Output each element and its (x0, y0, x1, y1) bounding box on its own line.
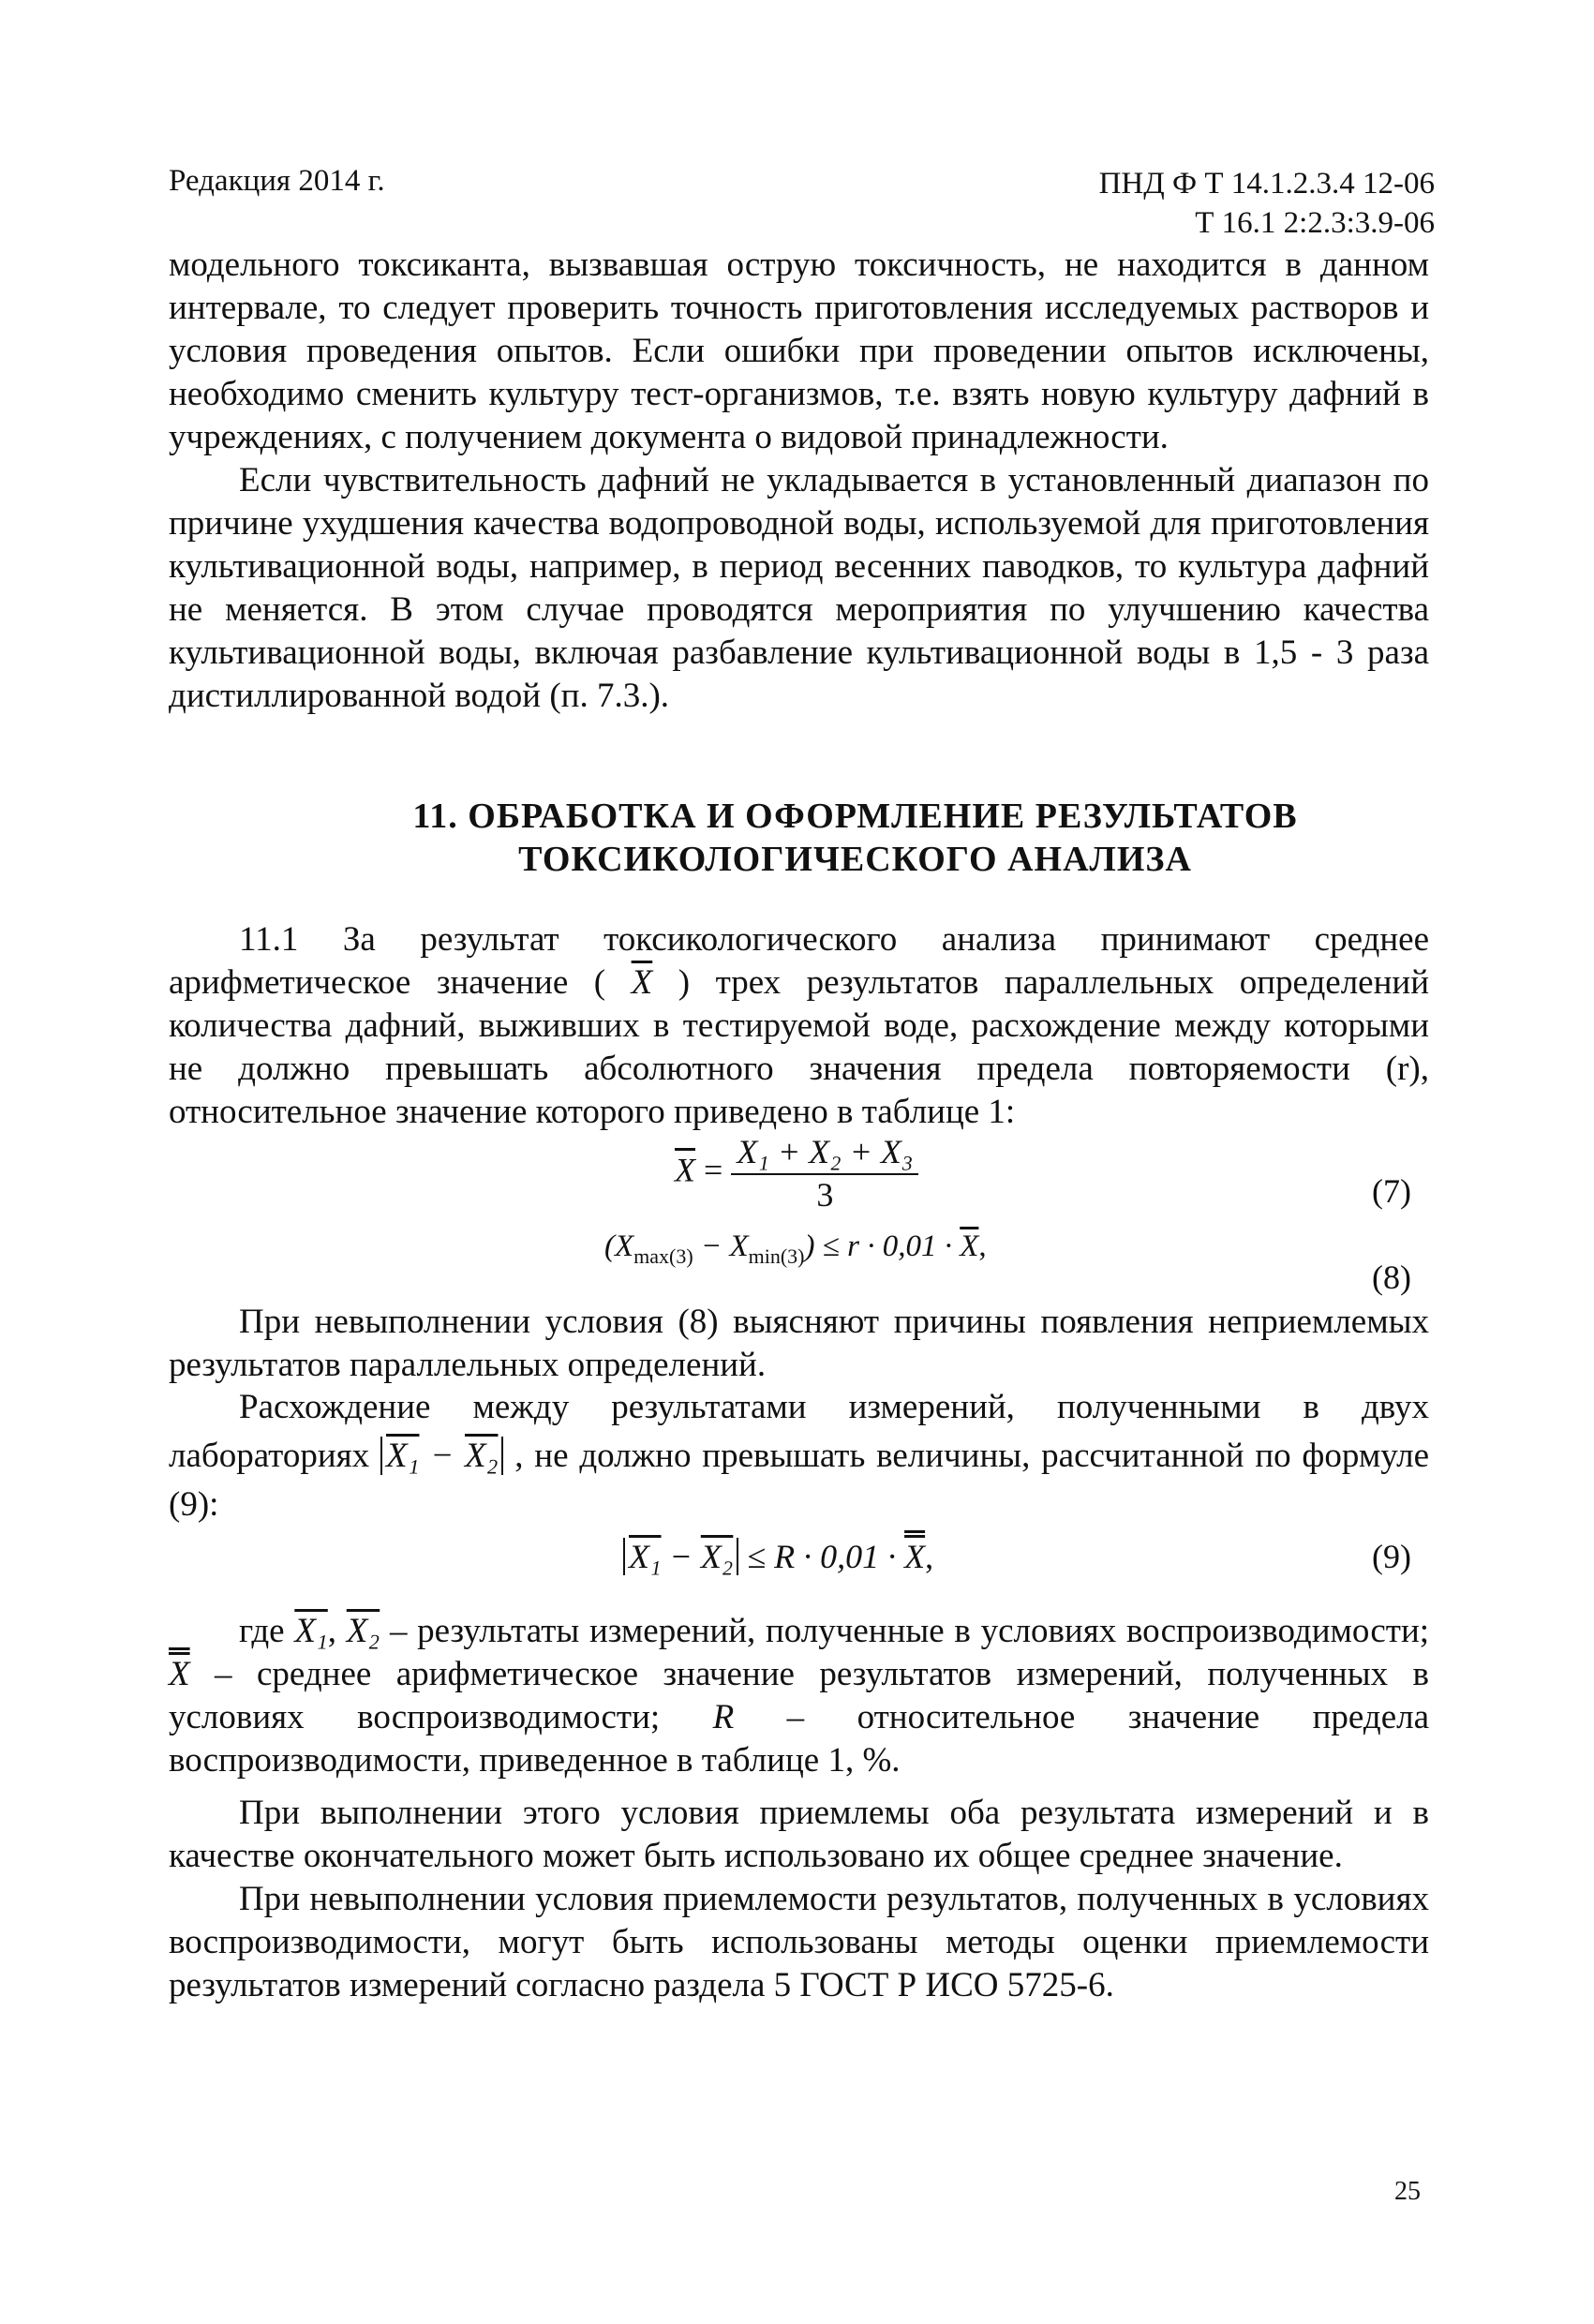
edition-header: Редакция 2014 г. (169, 164, 385, 198)
formula-7-numerator: X₁ + X₂ + X₃ (731, 1132, 918, 1175)
document-code-line2: Т 16.1 2:2.3:3.9-06 (1195, 206, 1435, 240)
formula-8-mean: $\overline{X}$ (960, 1229, 979, 1263)
document-code-header (1099, 164, 1435, 243)
formula-8-sub-min: min(3) (748, 1244, 805, 1268)
formula-8-sub-max: max(3) (633, 1244, 693, 1268)
p11-1-text-b: ) трех результатов параллельных определений количества дафний, выживших в тестируемой воде, расхождение между которыми не должно превышать абсолютного значения предела повторяемости (r), относительное значение которого приведено в таблице 1: (169, 963, 1430, 1131)
equation-number-9: (9) (1372, 1538, 1411, 1575)
formula-8: $(X_{max(3)} - X_{min(3)}) \le r \cdot 0,01 \cdot \overline{X}$, (604, 1229, 987, 1268)
page-number: 25 (1394, 2177, 1421, 2206)
equation-number-8: (8) (1372, 1259, 1411, 1296)
section-heading-line1: 11. ОБРАБОТКА И ОФОРМЛЕНИЕ РЕЗУЛЬТАТОВ (412, 797, 1298, 836)
formula-9-grand-mean: X (904, 1538, 926, 1575)
labs-text-a: Расхождение между результатами измерений, полученными в двух лабораториях (169, 1388, 1429, 1475)
labs-text-b: , не должно превышать величины, рассчитанной по формуле (9): (169, 1437, 1430, 1524)
paragraph-labs (169, 1383, 1429, 1529)
document-code-line1: ПНД Ф Т 14.1.2.3.4 12-06 (1098, 167, 1435, 201)
section-heading-line2: ТОКСИКОЛОГИЧЕСКОГО АНАЛИЗА (518, 840, 1192, 879)
paragraph-acceptable: При выполнении этого условия приемлемы оба результата измерений и в качестве окончательного может быть использовано их общее среднее значение. (169, 1794, 1429, 1875)
equation-number-7: (7) (1372, 1172, 1411, 1210)
p11-1-text-a: 11.1 За результат токсикологического анализа принимают среднее арифметическое значение ( (169, 920, 1429, 1002)
formula-7: $\overline{X}$ = $\frac{\text{X₁ + X₂ + X₃}}{3}$ (675, 1132, 918, 1214)
paragraph-unacceptable: При невыполнении условия приемлемости результатов, полученных в условиях воспроизводимости, могут быть использованы методы оценки приемлемости результатов измерений согласно раздела 5 ГОСТ Р ИСО 5725-6. (169, 1880, 1429, 2004)
formula-9: X₁ − X₂ ≤ R · 0,01 · X, (623, 1537, 933, 1576)
paragraph-condition-8: При невыполнении условия (8) выясняют причины появления неприемлемых результатов параллельных определений. (169, 1303, 1429, 1384)
paragraph-11-1 (169, 918, 1429, 1134)
paragraph-sensitivity: Если чувствительность дафний не укладывается в установленный диапазон по причине ухудшения качества водопроводной воды, используемой для приготовления культивационной воды, например, в период весенних паводков, то культура дафний не меняется. В этом случае проводятся мероприятия по улучшению качества культивационной воды, включая разбавление культивационной воды в 1,5 - 3 раза дистиллированной водой (п. 7.3.). (169, 461, 1429, 715)
formula-7-denominator: 3 (816, 1176, 834, 1214)
paragraph-where: где X₁, X₂ – результаты измерений, полученные в условиях воспроизводимости; X – среднее арифметическое значение результатов измерений, полученных в условиях воспроизводимости; R – относительное значение предела воспроизводимости, приведенное в таблице 1, %. (169, 1612, 1430, 1780)
bottom-text-block (169, 1792, 1429, 2007)
formula-7-lhs: $\overline{X}$ (675, 1151, 695, 1189)
section-heading (169, 795, 1429, 881)
paragraph-continuation: модельного токсиканта, вызвавшая острую токсичность, не находится в данном интервале, то следует проверить точность приготовления исследуемых растворов и условия проведения опытов. Если ошибки при проведении опытов исключены, необходимо сменить культуру тест-организмов, т.е. взять новую культуру дафний в учреждениях, с получением документа о видовой принадлежности. (169, 246, 1429, 456)
labs-abs-expression: X₁ − X₂ (380, 1437, 503, 1475)
mean-x-symbol: $\overline{X}$ (631, 963, 653, 1002)
top-text-block (169, 244, 1429, 718)
formula-7-fraction (731, 1132, 918, 1214)
